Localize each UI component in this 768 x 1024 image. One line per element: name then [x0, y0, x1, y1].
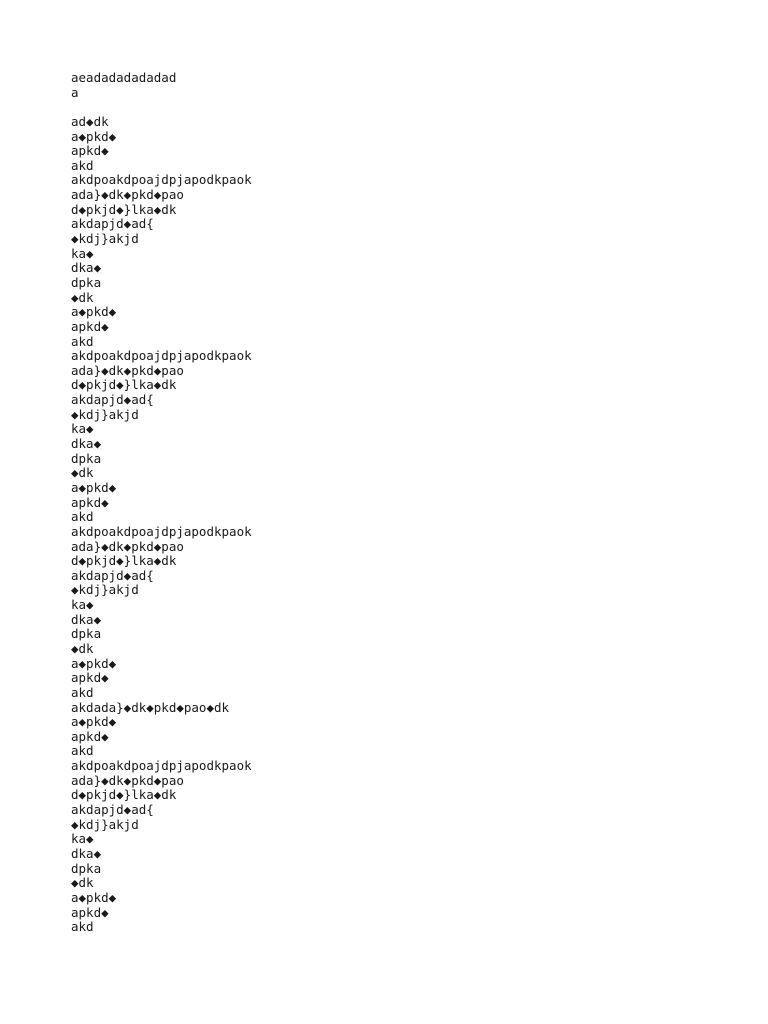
text-line: ada}◆dk◆pkd◆pao — [71, 538, 184, 554]
text-line: akdpoakdpoajdpjapodkpaok — [71, 758, 252, 774]
blank-line — [71, 100, 252, 115]
document-text — [71, 71, 252, 935]
text-line: dka◆ — [71, 260, 102, 276]
text-line: dka◆ — [71, 845, 102, 861]
text-line: a◆pkd◆ — [71, 889, 117, 905]
text-line: apkd◆ — [71, 494, 109, 510]
text-line: a◆pkd◆ — [71, 714, 117, 730]
text-line: akdpoakdpoajdpjapodkpaok — [71, 348, 252, 364]
text-line: ada}◆dk◆pkd◆pao — [71, 772, 184, 788]
text-line: a◆pkd◆ — [71, 655, 117, 671]
text-line: ◆dk — [71, 289, 94, 305]
text-line: akdpoakdpoajdpjapodkpaok — [71, 172, 252, 188]
text-line: akdapjd◆ad{ — [71, 392, 154, 408]
text-line: akdapjd◆ad{ — [71, 802, 154, 818]
text-line: akdapjd◆ad{ — [71, 216, 154, 232]
text-line: akd — [71, 509, 94, 525]
text-line: a◆pkd◆ — [71, 304, 117, 320]
text-line: apkd◆ — [71, 670, 109, 686]
text-line: akd — [71, 743, 94, 759]
text-line: ◆kdj}akjd — [71, 406, 139, 422]
text-line: d◆pkjd◆}lka◆dk — [71, 553, 177, 569]
text-line: akd — [71, 919, 94, 935]
text-line: ka◆ — [71, 421, 94, 437]
text-line: akdpoakdpoajdpjapodkpaok — [71, 523, 252, 539]
text-line: akd — [71, 333, 94, 349]
text-line: ◆kdj}akjd — [71, 582, 139, 598]
text-line: ada}◆dk◆pkd◆pao — [71, 187, 184, 203]
text-line: dpka — [71, 450, 102, 466]
text-line: apkd◆ — [71, 728, 109, 744]
text-line: dka◆ — [71, 436, 102, 452]
text-line: akdapjd◆ad{ — [71, 567, 154, 583]
text-line: dpka — [71, 860, 102, 876]
text-line: ka◆ — [71, 831, 94, 847]
text-line: apkd◆ — [71, 904, 109, 920]
text-line: ◆dk — [71, 875, 94, 891]
text-line: ada}◆dk◆pkd◆pao — [71, 362, 184, 378]
text-line: d◆pkjd◆}lka◆dk — [71, 787, 177, 803]
text-line: apkd◆ — [71, 318, 109, 334]
text-line: ◆dk — [71, 640, 94, 656]
text-line: dpka — [71, 626, 102, 642]
text-line: akdada}◆dk◆pkd◆pao◆dk — [71, 699, 230, 715]
text-line: a — [71, 84, 79, 100]
text-line: apkd◆ — [71, 143, 109, 159]
text-line: akd — [71, 157, 94, 173]
text-line: ◆dk — [71, 465, 94, 481]
text-line: ka◆ — [71, 245, 94, 261]
text-line: ◆kdj}akjd — [71, 816, 139, 832]
text-line: dka◆ — [71, 611, 102, 627]
text-line: d◆pkjd◆}lka◆dk — [71, 377, 177, 393]
text-line: d◆pkjd◆}lka◆dk — [71, 201, 177, 217]
text-line: ◆kdj}akjd — [71, 231, 139, 247]
text-line: ka◆ — [71, 597, 94, 613]
text-line: aeadadadadadad — [71, 70, 177, 85]
text-line: a◆pkd◆ — [71, 128, 117, 144]
text-line: a◆pkd◆ — [71, 479, 117, 495]
text-line: akd — [71, 684, 94, 700]
text-line: ad◆dk — [71, 113, 109, 129]
text-line: dpka — [71, 274, 102, 290]
